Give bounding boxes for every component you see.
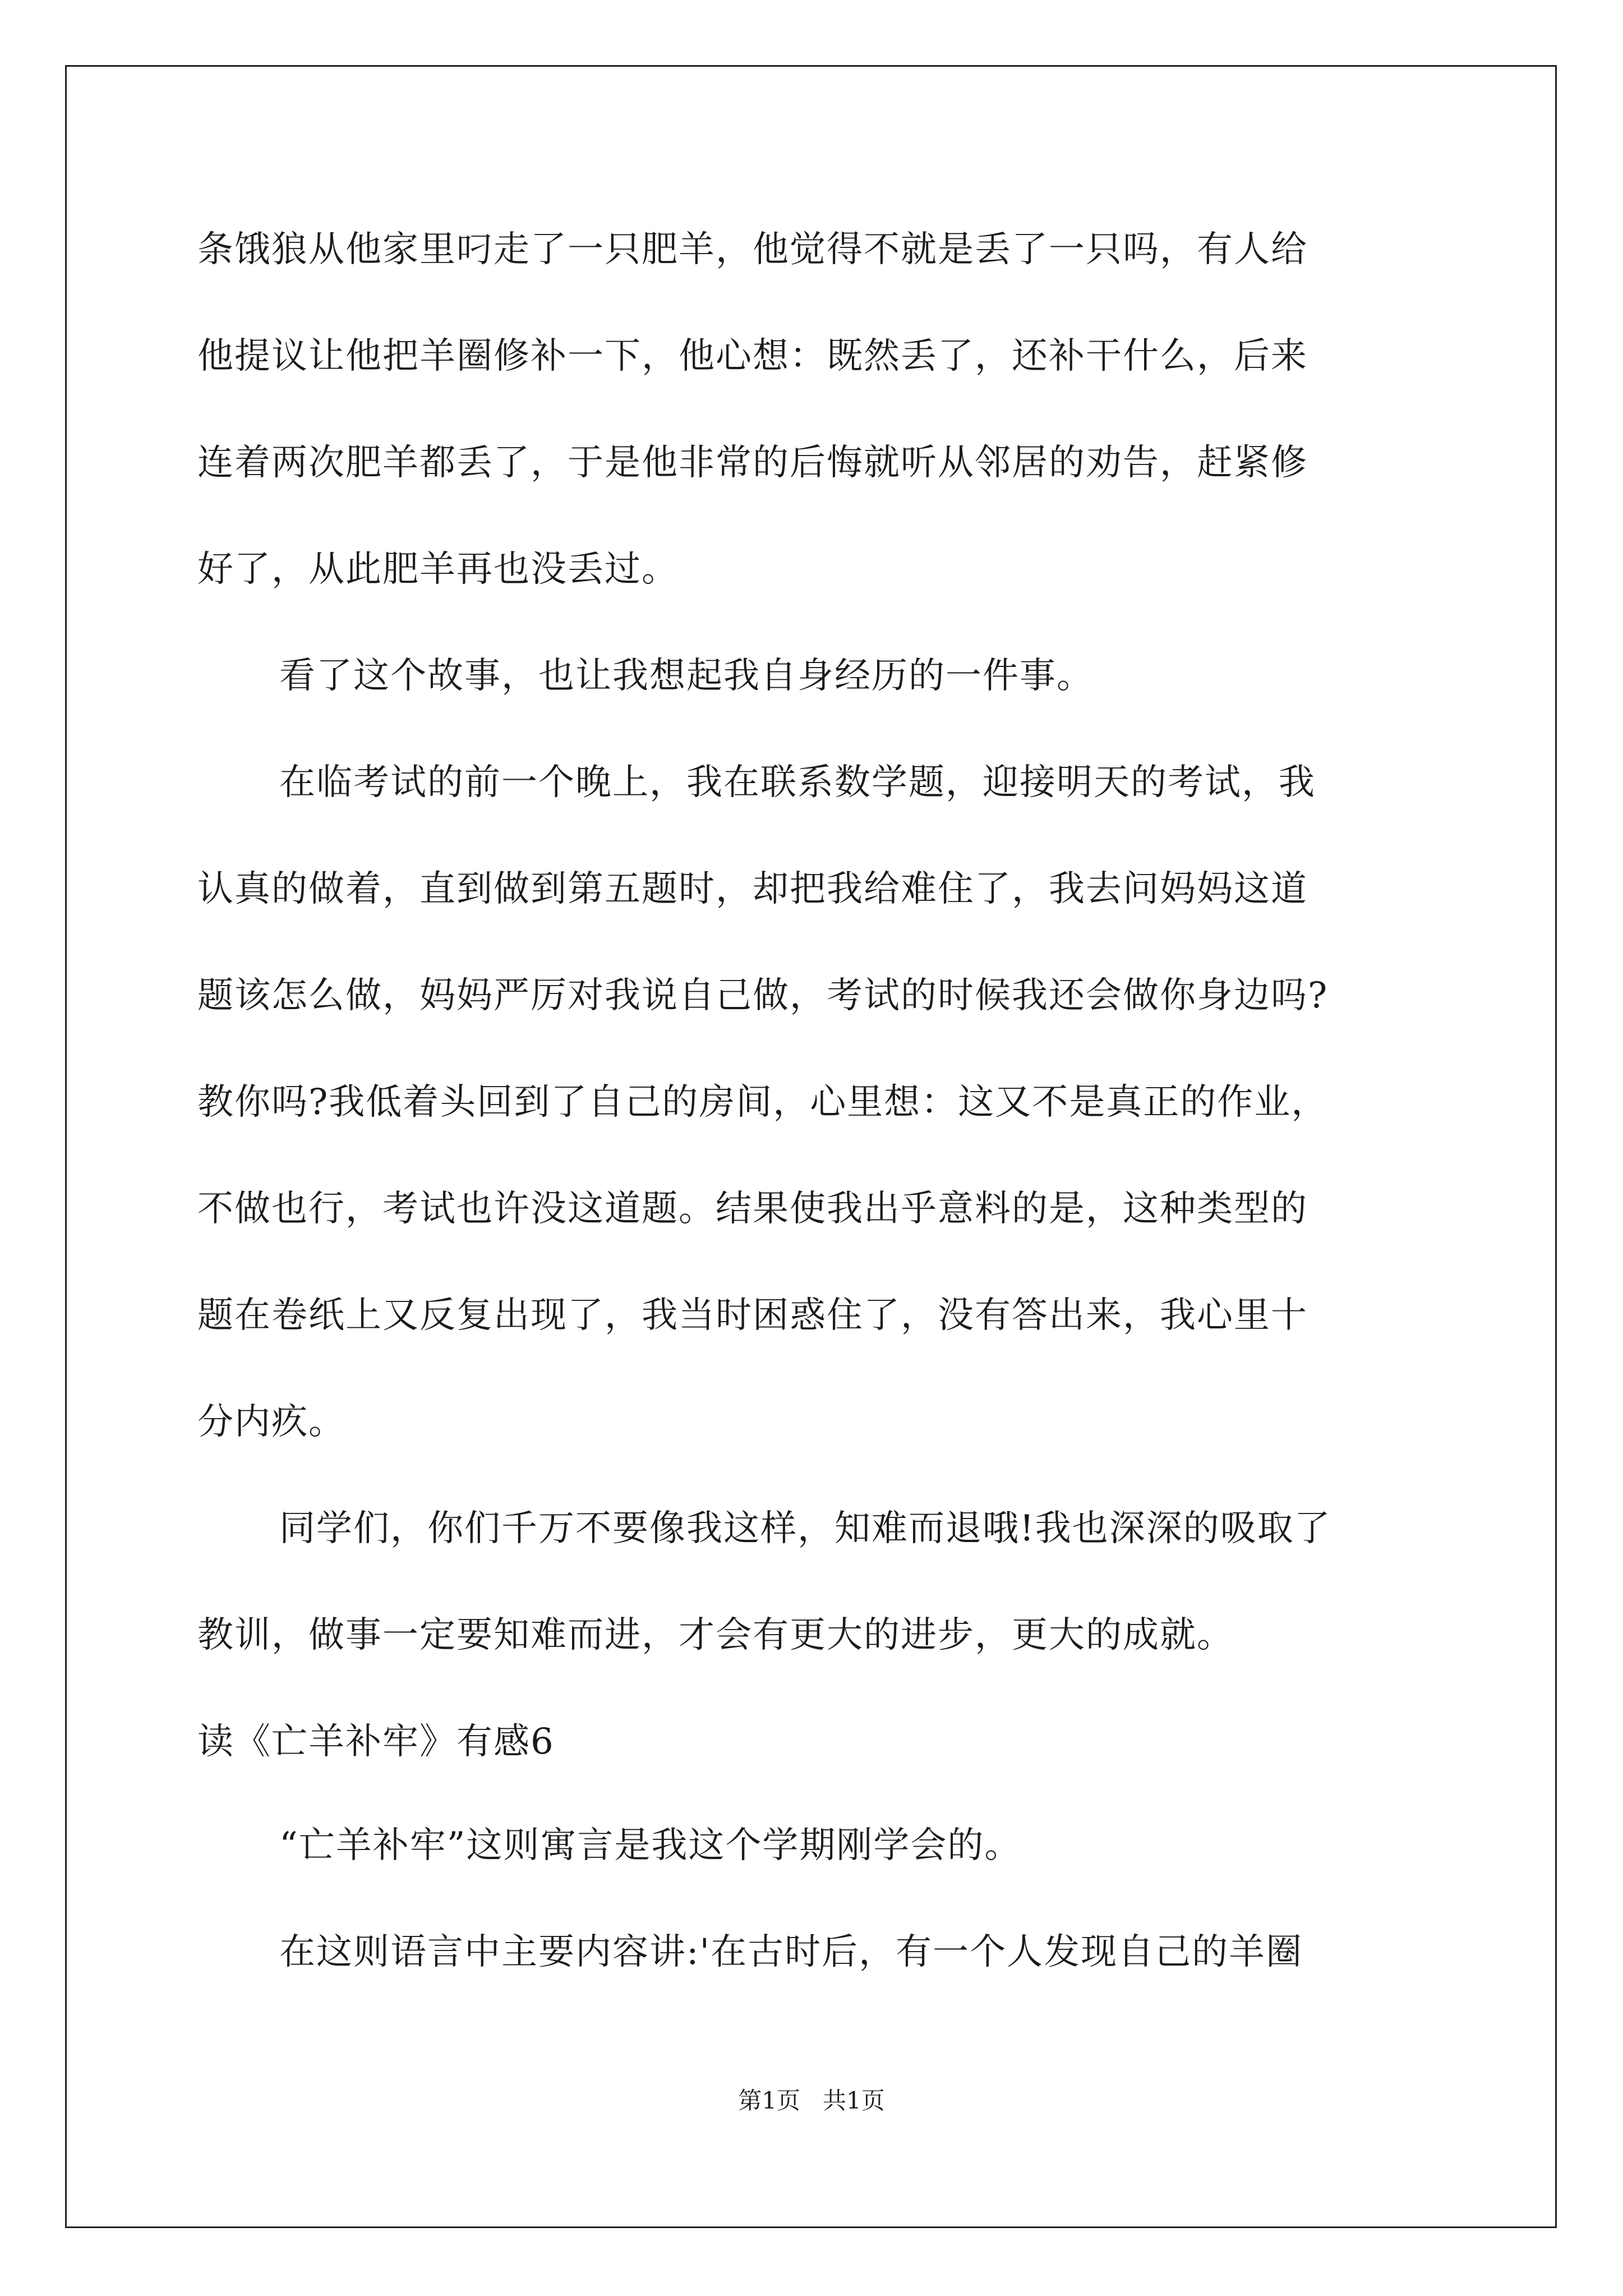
section-heading: 读《亡羊补牢》有感6 [197,1721,555,1763]
text-line: 他提议让他把羊圈修补一下，他心想：既然丢了，还补干什么，后来 [197,335,1308,377]
text-line: 不做也行，考试也许没这道题。结果使我出乎意料的是，这种类型的 [197,1188,1308,1230]
text-line: 认真的做着，直到做到第五题时，却把我给难住了，我去问妈妈这道 [197,868,1308,910]
text-line: 同学们，你们千万不要像我这样，知难而退哦!我也深深的吸取了 [279,1508,1331,1549]
text-line: 连着两次肥羊都丢了，于是他非常的后悔就听从邻居的劝告，赶紧修 [197,442,1308,484]
page-border [65,65,1557,2228]
text-line: “亡羊补牢”这则寓言是我这个学期刚学会的。 [279,1825,1022,1866]
text-line: 教你吗?我低着头回到了自己的房间，心里想：这又不是真正的作业， [197,1082,1329,1123]
text-line: 看了这个故事，也让我想起我自身经历的一件事。 [279,655,1094,697]
text-line: 在临考试的前一个晚上，我在联系数学题，迎接明天的考试，我 [279,762,1316,803]
text-line: 题在卷纸上又反复出现了，我当时困惑住了，没有答出来，我心里十 [197,1295,1308,1336]
page-footer: 第1页 共1页 [738,2087,885,2114]
text-line: 教训，做事一定要知难而进，才会有更大的进步，更大的成就。 [197,1614,1234,1656]
text-line: 在这则语言中主要内容讲:'在古时后，有一个人发现自己的羊圈 [279,1931,1303,1973]
text-line: 条饿狼从他家里叼走了一只肥羊，他觉得不就是丢了一只吗，有人给 [197,229,1308,270]
text-line: 分内疚。 [197,1401,345,1443]
text-line: 题该怎么做，妈妈严厉对我说自己做，考试的时候我还会做你身边吗? [197,975,1329,1016]
text-line: 好了，从此肥羊再也没丢过。 [197,549,679,590]
